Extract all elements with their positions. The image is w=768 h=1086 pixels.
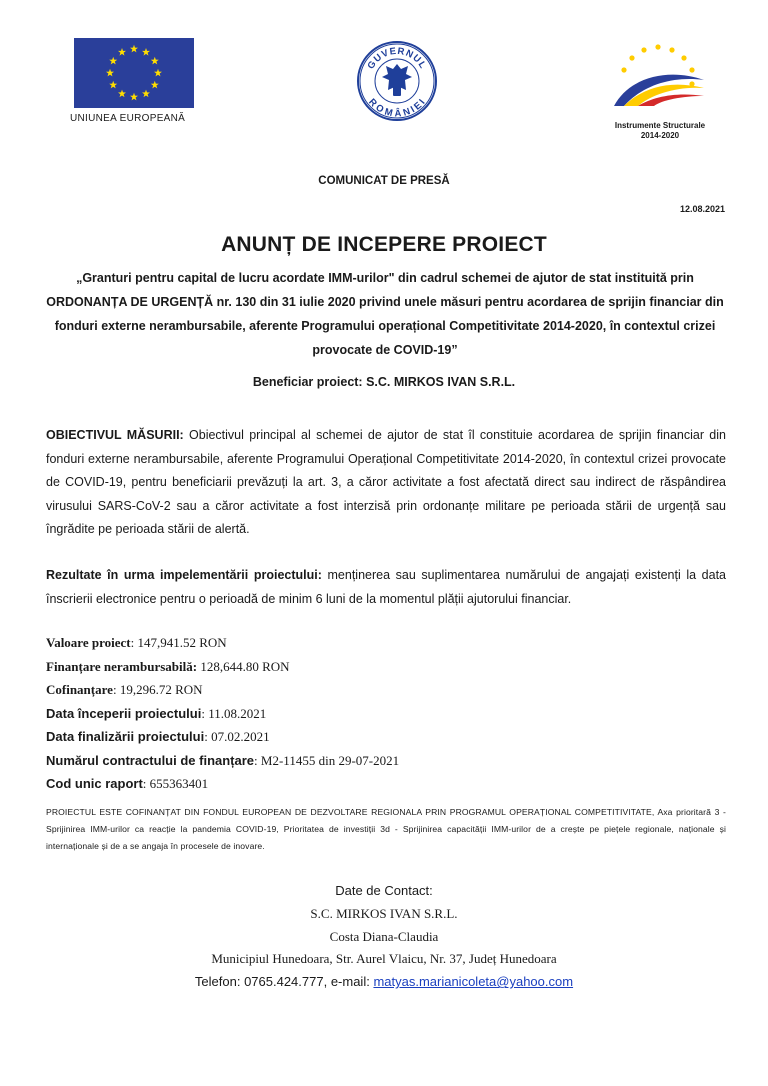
eu-label: UNIUNEA EUROPEANĂ (70, 113, 186, 124)
cofinancing-note: PROIECTUL ESTE COFINANȚAT DIN FONDUL EUROPEAN DE DEZVOLTARE REGIONALA PRIN PROGRAMUL OPERAȚIONAL COMPETITIVITATE, Axa prioritară 3 - Sprijinirea IMM-urilor ca reacție la pandemia COVID-19, Prioritatea de investiții 3d - Sprijinirea capacității IMM-urilor de a crește pe piețele regionale, naționale și internaționale și de a se angaja în procesele de inovare. (46, 807, 726, 851)
fact-row: Numărul contractului de finanțare: M2-11455 din 29-07-2021 (46, 752, 400, 768)
is-label-line1: Instrumente Structurale (614, 121, 706, 130)
fact-row: Cod unic raport: 655363401 (46, 776, 209, 791)
eu-star-icon (130, 45, 138, 53)
is-label-line2: 2014-2020 (640, 131, 680, 140)
project-facts (46, 631, 726, 796)
results-label: Rezultate în urma impelementării proiectului: (46, 568, 322, 582)
objective-text: Obiectivul principal al schemei de ajutor de stat îl constituie acordarea de sprijin financiar din fonduri externe nerambursabile, aferente Programului Operațional Competitivitate 2014-2020, în contextul crizei provocate de COVID-19, pentru beneficiarii prevăzuți la art. 3, a căror activitate a fost afectată direct sau indirect de răspândirea virusului SARS-CoV-2 sau a căror activitate a fost interzisă prin ordonanțe militare pe perioada stării de urgență sau îngrădite pe perioada stării de alertă. (46, 428, 726, 536)
gov-seal-bottom-text: ROMÂNIEI (366, 96, 429, 120)
eu-flag-icon (74, 38, 194, 108)
results-text: menținerea sau suplimentarea numărului de angajați existenți la data înscrierii electronice pentru o perioadă de minim 6 luni de la momentul plății ajutorului financiar. (46, 568, 726, 606)
contact-phone-line (0, 971, 768, 994)
eu-star-icon (151, 57, 159, 65)
eu-star-icon (154, 69, 162, 77)
contact-phone: Telefon: 0765.424.777, e-mail: (194, 974, 374, 990)
eu-star-icon (118, 90, 126, 98)
logo-header (0, 36, 768, 140)
page-title: ANUNȚ DE INCEPERE PROIECT (221, 233, 547, 256)
release-date: 12.08.2021 (679, 204, 725, 214)
objective-label: OBIECTIVUL MĂSURII: (46, 428, 184, 442)
contact-email-link[interactable]: matyas.marianicoleta@yahoo.com (373, 974, 574, 990)
eu-star-icon (109, 81, 117, 89)
objective-paragraph (46, 424, 726, 542)
fact-row: Cofinanțare: 19,296.72 RON (46, 682, 203, 697)
eu-star-icon (106, 69, 114, 77)
eu-star-icon (118, 48, 126, 56)
structural-instruments-logo (600, 40, 720, 141)
structural-instruments-icon (600, 40, 720, 116)
contact-block (0, 880, 768, 994)
fact-row: Data finalizării proiectului: 07.02.2021 (46, 729, 270, 744)
eu-star-icon (151, 81, 159, 89)
eu-star-icon (142, 90, 150, 98)
contact-person: Costa Diana-Claudia (329, 928, 439, 944)
fact-row: Data începerii proiectului: 11.08.2021 (46, 705, 267, 721)
svg-text:ROMÂNIEI (366, 97, 428, 120)
eu-star-icon (109, 57, 117, 65)
government-seal-icon (356, 40, 438, 122)
eu-star-icon (130, 93, 138, 101)
contact-company: S.C. MIRKOS IVAN S.R.L. (310, 905, 458, 921)
contact-address: Municipiul Hunedoara, Str. Aurel Vlaicu, Nr. 37, Județ Hunedoara (211, 951, 557, 967)
eu-star-icon (142, 48, 150, 56)
contact-heading: Date de Contact: (335, 883, 433, 898)
results-paragraph (46, 564, 726, 611)
fact-row: Valoare proiect: 147,941.52 RON (46, 635, 227, 650)
press-release-heading: COMUNICAT DE PRESĂ (318, 175, 450, 187)
eu-logo (70, 38, 200, 124)
gov-seal-top-text: GUVERNUL (365, 45, 429, 72)
beneficiary: Beneficiar proiect: S.C. MIRKOS IVAN S.R.L. (252, 375, 516, 389)
project-subtitle: „Granturi pentru capital de lucru acordate IMM-urilor" din cadrul schemei de ajutor de stat instituită prin ORDONANȚA DE URGENȚĂ nr. 130 din 31 iulie 2020 privind unele măsuri pentru acordarea de sprijin financiar din fonduri externe nerambursabile, aferente Programului operațional Competitivitate 2014-2020, în contextul crizei provocate de COVID-19” (46, 271, 724, 357)
fact-row: Finanțare nerambursabilă: 128,644.80 RON (46, 658, 290, 674)
